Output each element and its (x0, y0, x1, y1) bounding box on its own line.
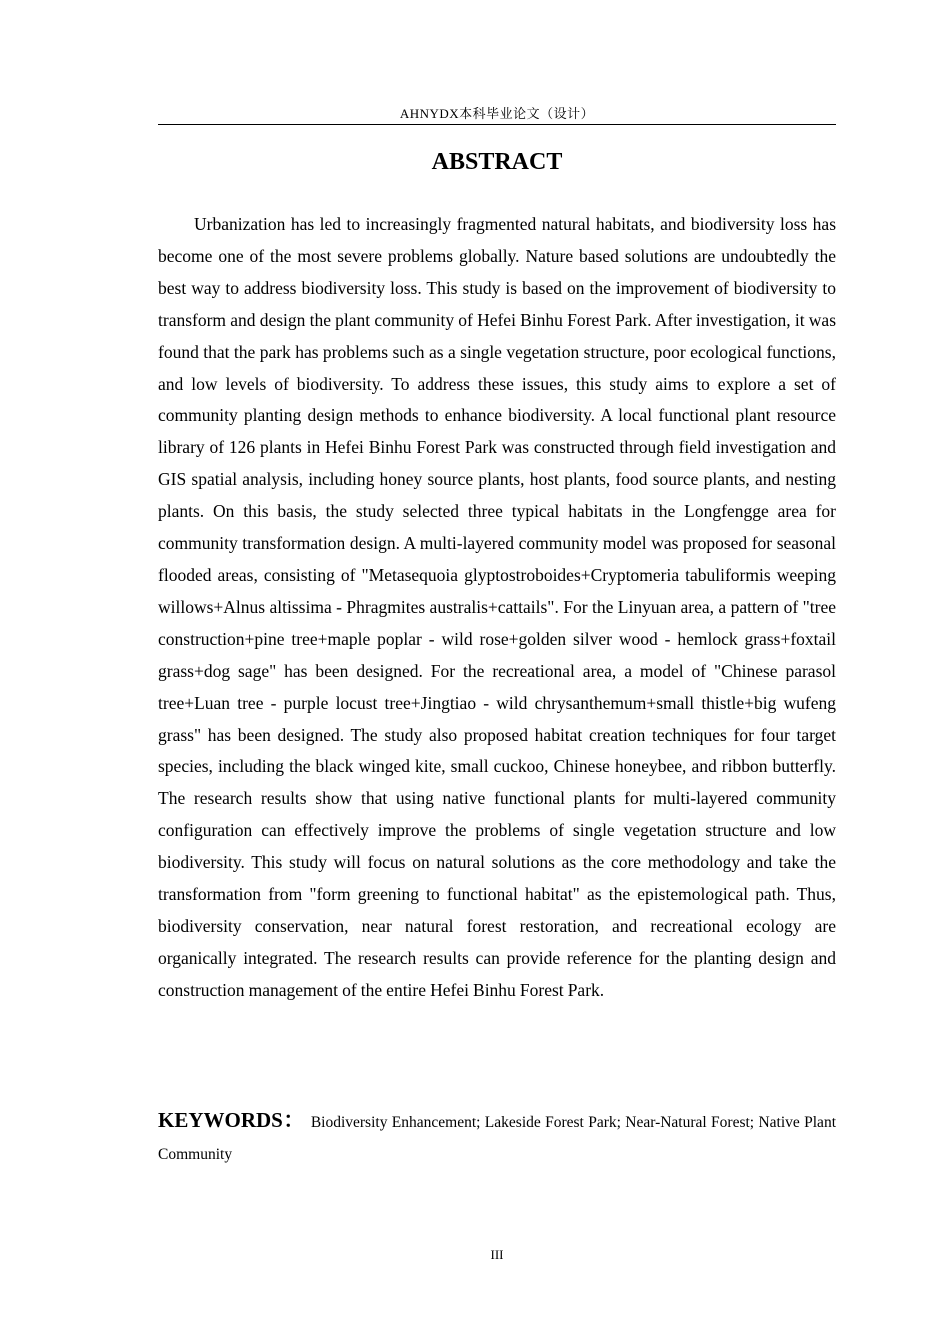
running-header: AHNYDX本科毕业论文（设计） (399, 106, 595, 121)
abstract-paragraph: Urbanization has led to increasingly fragmented natural habitats, and biodiversity loss has become one of the most severe problems globally. Nature based solutions are undoubtedly the best way to address biodiversity loss. This study is based on the improvement of biodiversity to transform and design the plant community of Hefei Binhu Forest Park. After investigation, it was found that the park has problems such as a single vegetation structure, poor ecological functions, and low levels of biodiversity. To address these issues, this study aims to explore a set of community planting design methods to enhance biodiversity. A local functional plant resource library of 126 plants in Hefei Binhu Forest Park was constructed through field investigation and GIS spatial analysis, including honey source plants, host plants, food source plants, and nesting plants. On this basis, the study selected three typical habitats in the Longfengge area for community transformation design. A multi-layered community model was proposed for seasonal flooded areas, consisting of "Metasequoia glyptostroboides+Cryptomeria tabuliformis weeping willows+Alnus altissima - Phragmites australis+cattails". For the Linyuan area, a pattern of "tree construction+pine tree+maple poplar - wild rose+golden silver wood - hemlock grass+foxtail grass+dog sage" has been designed. For the recreational area, a model of "Chinese parasol tree+Luan tree - purple locust tree+Jingtiao - wild chrysanthemum+small thistle+big wufeng grass" has been designed. The study also proposed habitat creation techniques for four target species, including the black winged kite, small cuckoo, Chinese honeybee, and ribbon butterfly. The research results show that using native functional plants for multi-layered community configuration can effectively improve the problems of single vegetation structure and low biodiversity. This study will focus on natural solutions as the core methodology and take the transformation from "form greening to functional habitat" as the epistemological path. Thus, biodiversity conservation, near natural forest restoration, and recreational ecology are organically integrated. The research results can provide reference for the planting design and construction management of the entire Hefei Binhu Forest Park. (158, 214, 836, 1000)
keywords-text: Biodiversity Enhancement; Lakeside Forest Park; Near-Natural Forest; Native Plant Community (158, 1114, 836, 1163)
page-number: III (490, 1247, 504, 1262)
keywords-line (158, 1104, 836, 1171)
header-rule (158, 124, 836, 125)
keywords-label: KEYWORDS： (158, 1108, 305, 1132)
page-title: ABSTRACT (431, 149, 563, 175)
